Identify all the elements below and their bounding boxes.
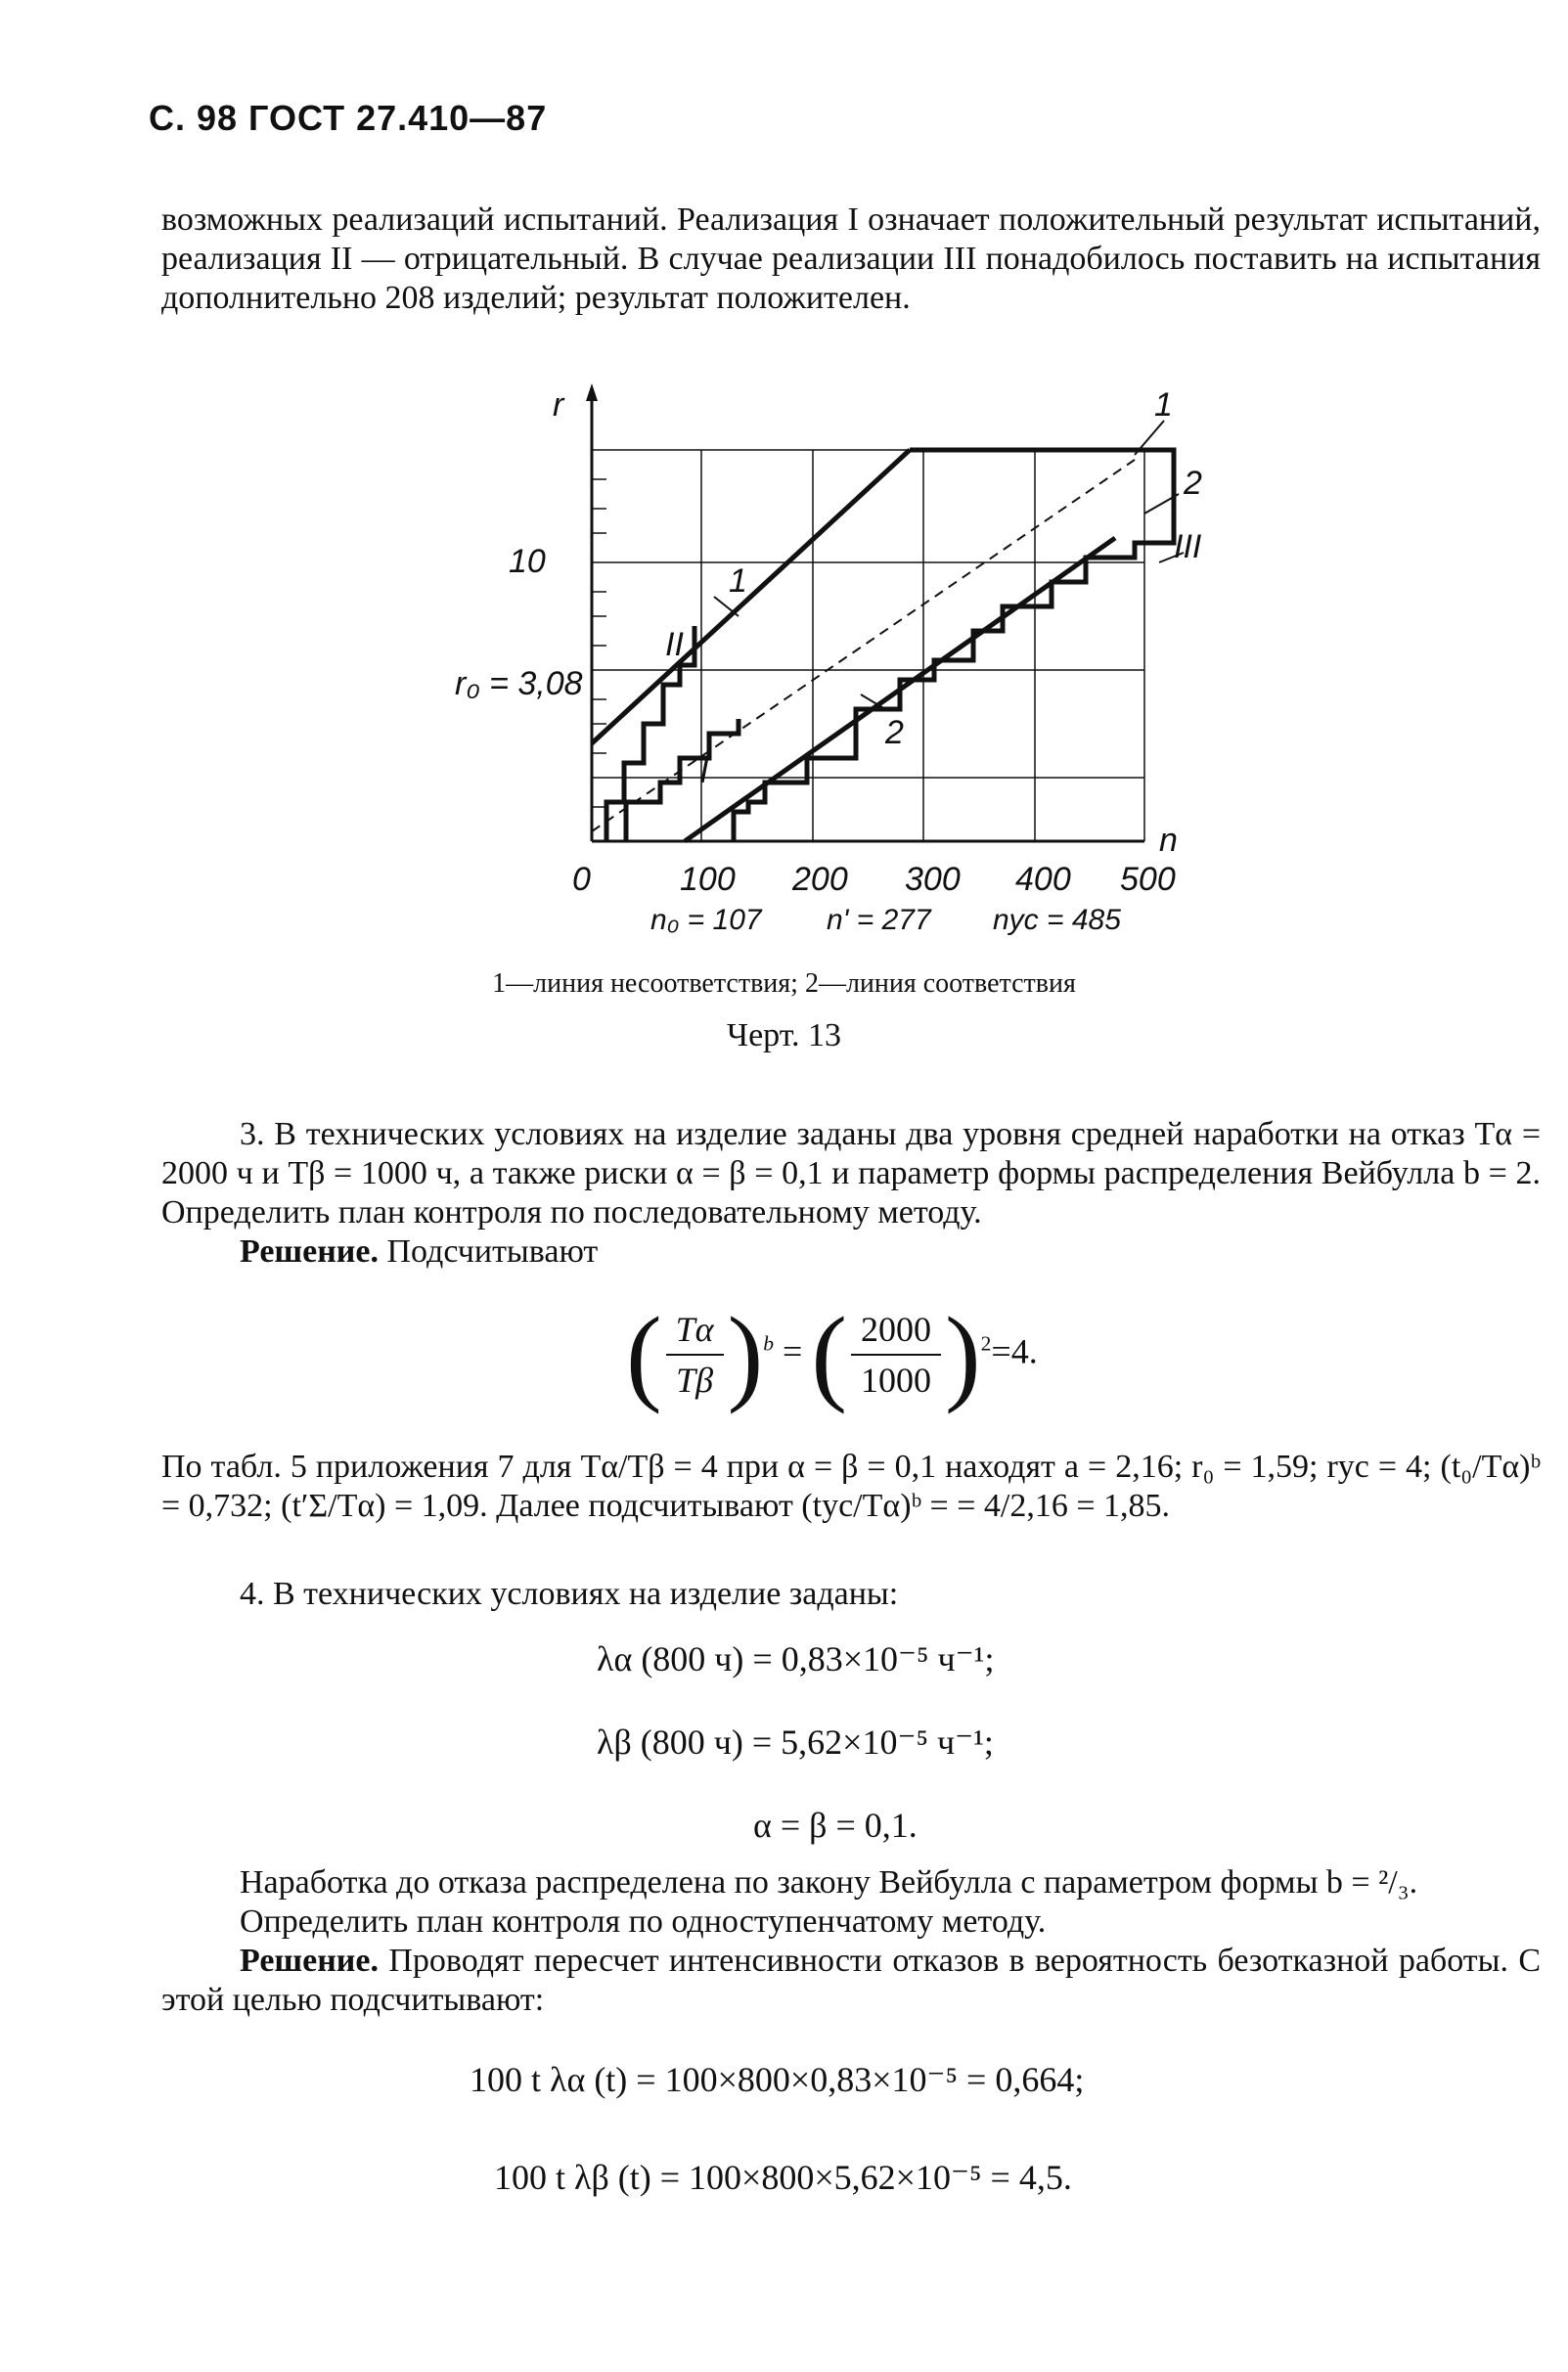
y-axis-label: r xyxy=(553,386,564,424)
label-nyc: nус = 485 xyxy=(993,904,1121,936)
x-tick-200: 200 xyxy=(792,861,848,898)
y-tick-10: 10 xyxy=(509,543,546,580)
label-real-II: II xyxy=(665,626,684,663)
intro-paragraph xyxy=(161,201,1541,318)
label-real-I: I xyxy=(699,753,709,790)
label-1-mid: 1 xyxy=(729,562,747,600)
frac-num-ta: Tα xyxy=(666,1309,724,1356)
x-tick-500: 500 xyxy=(1120,861,1176,898)
task-text: Определить план контроля по одноступенчатому методу. xyxy=(240,1903,1047,1940)
figure-title: Черт. 13 xyxy=(726,1017,842,1053)
section-3-lead: 3. В технических условиях на изделие заданы два уровня средней наработки на отказ Tα = 2000 ч и Tβ = 1000 ч, а также риски α = β = 0,1 и параметр формы распределения Вейбулла b = 2. Определить план контроля по последовательному методу. xyxy=(161,1116,1541,1231)
table-lookup-text: По табл. 5 приложения 7 для Tα/Tβ = 4 при α = β = 0,1 находят a = 2,16; r₀ = 1,59; rус = 4; (t₀/Tα)ᵇ = 0,732; (t′Σ/Tα) = 1,09. Далее подсчитывают (tус/Tα)ᵇ = = 4/2,16 = 1,85. xyxy=(161,1449,1541,1524)
line-1-upper xyxy=(592,450,910,743)
equation-beta-calc: 100 t λβ (t) = 100×800×5,62×10⁻⁵ = 4,5. xyxy=(494,2158,1072,2197)
page-header: С. 98 ГОСТ 27.410—87 xyxy=(149,98,548,138)
frac-den-1000: 1000 xyxy=(860,1361,931,1400)
figure-chart xyxy=(455,372,1213,936)
section-4-lead: 4. В технических условиях на изделие заданы: xyxy=(240,1576,899,1612)
x-tick-0: 0 xyxy=(572,861,591,898)
section-3-after xyxy=(161,1448,1541,1526)
label-n0: n₀ = 107 xyxy=(650,904,762,936)
frac-num-2000: 2000 xyxy=(851,1309,941,1356)
x-axis-label: n xyxy=(1159,822,1178,859)
realization-III-path xyxy=(734,450,1174,841)
label-real-III: III xyxy=(1174,528,1202,565)
label-n-prime: n' = 277 xyxy=(827,904,931,936)
y-tick-r0: r₀ = 3,08 xyxy=(455,665,583,702)
formula-ratio: ( $\frac{T\alpha}{T\beta}$ )$^b$ = ( $\frac{2000}{1000}$ )$^2$=4. xyxy=(626,1295,1038,1414)
solution-label-4: Решение. xyxy=(240,1943,379,1979)
solution-label-3: Решение. xyxy=(240,1233,379,1270)
exp-b: b xyxy=(763,1331,774,1356)
section-4 xyxy=(161,1575,1541,1614)
label-2-top: 2 xyxy=(1184,465,1202,502)
x-tick-100: 100 xyxy=(680,861,736,898)
solution-text-3: Подсчитывают xyxy=(378,1233,599,1270)
y-axis-arrow xyxy=(586,383,598,401)
label-1-top: 1 xyxy=(1154,386,1173,424)
section-3 xyxy=(161,1115,1541,1272)
weibull-text: Наработка до отказа распределена по закону Вейбулла с параметром формы b = ²/₃. xyxy=(240,1864,1418,1901)
solution-text-4: Проводят пересчет интенсивности отказов в вероятность безотказной работы. С этой целью подсчитывают: xyxy=(161,1943,1541,2018)
section-4-body xyxy=(161,1863,1541,2020)
frac-den-tb: Tβ xyxy=(676,1361,714,1400)
x-tick-300: 300 xyxy=(905,861,961,898)
equation-risks: α = β = 0,1. xyxy=(753,1806,918,1845)
exp-2: 2 xyxy=(980,1331,992,1356)
x-tick-400: 400 xyxy=(1015,861,1071,898)
label-2-mid: 2 xyxy=(885,714,904,751)
intro-text: возможных реализаций испытаний. Реализация I означает положительный результат испытаний, реализация II — отрицательный. В случае реализации III понадобилось поставить на испытания дополнительно 208 изделий; результат положителен. xyxy=(161,201,1541,316)
equation-lambda-beta: λβ (800 ч) = 5,62×10⁻⁵ ч⁻¹; xyxy=(597,1723,994,1762)
equation-lambda-alpha: λα (800 ч) = 0,83×10⁻⁵ ч⁻¹; xyxy=(597,1639,995,1678)
equation-alpha-calc: 100 t λα (t) = 100×800×0,83×10⁻⁵ = 0,664; xyxy=(470,2060,1085,2099)
figure-legend: 1—линия несоответствия; 2—линия соответствия xyxy=(492,968,1076,999)
formula-result: =4. xyxy=(991,1331,1038,1371)
